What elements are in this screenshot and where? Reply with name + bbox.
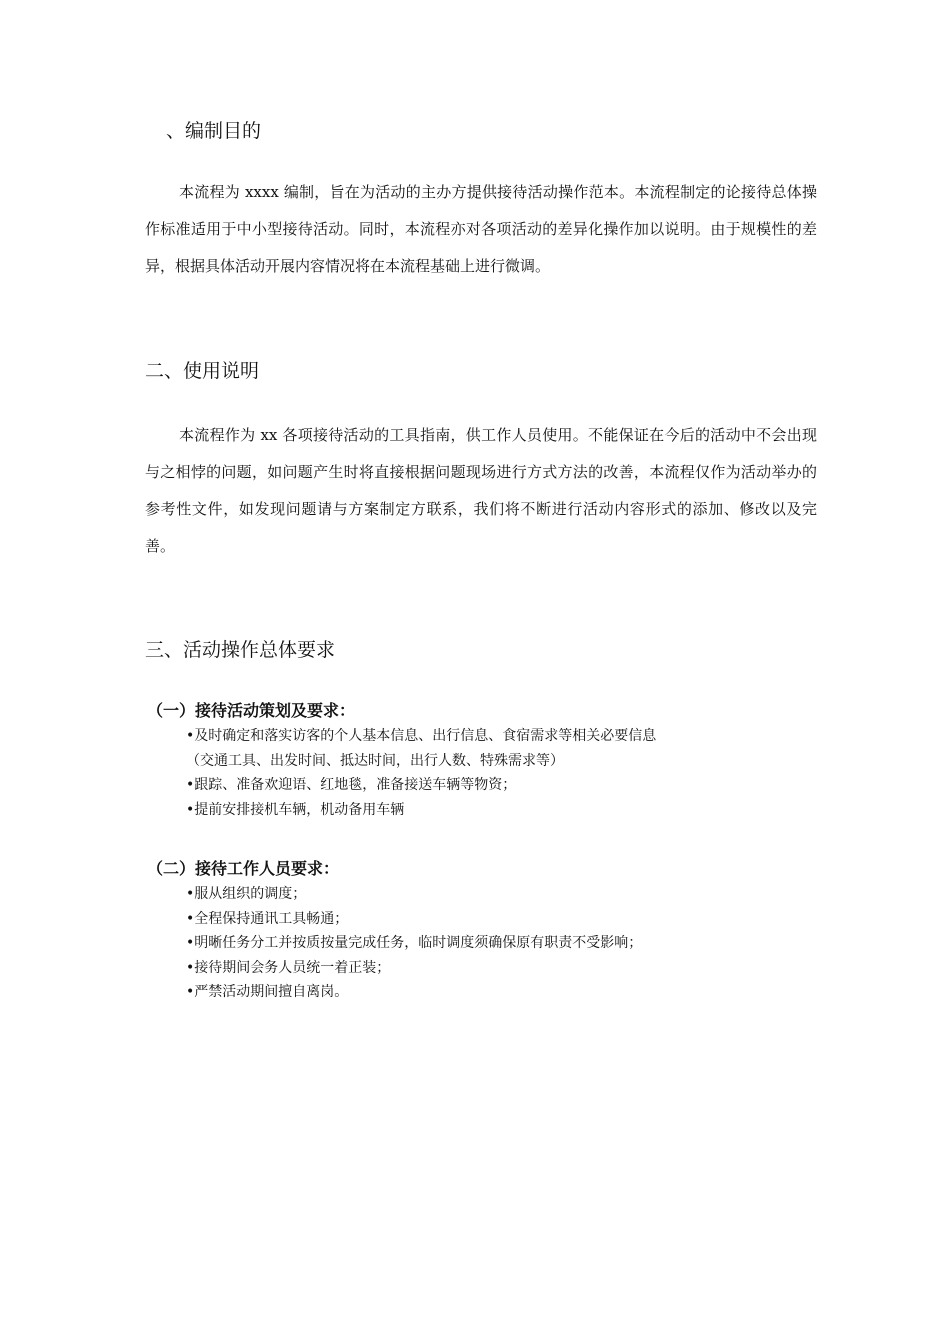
list-item: •全程保持通讯工具畅通； (186, 910, 349, 927)
list-item: •提前安排接机车辆，机动备用车辆 (186, 801, 405, 818)
subsection-heading-planning: （一）接待活动策划及要求： (147, 701, 356, 720)
list-item: •及时确定和落实访客的个人基本信息、出行信息、食宿需求等相关必要信息 (186, 728, 657, 744)
list-item: （交通工具、出发时间、抵达时间，出行人数、特殊需求等） (186, 752, 564, 769)
list-item: •接待期间会务人员统一着正装； (186, 959, 391, 976)
section-heading-purpose: 、编制目的 (166, 120, 262, 142)
section-paragraph-usage: 本流程作为 xx 各项接待活动的工具指南，供工作人员使用。不能保证在今后的活动中不会出现与之相悖的问题，如问题产生时将直接根据问题现场进行方式方法的改善，本流程仅作为活动举办的参考性文件，如发现问题请与方案制定方联系，我们将不断进行活动内容形式的添加、修改以及完善。 (145, 426, 817, 555)
planning-requirements-list (186, 724, 656, 822)
section-heading-usage: 二、使用说明 (145, 360, 260, 382)
list-item: •严禁活动期间擅自离岗。 (186, 984, 349, 1000)
list-item: •服从组织的调度； (186, 886, 307, 902)
section-heading-requirements: 三、活动操作总体要求 (145, 639, 336, 661)
subsection-heading-staff: （二）接待工作人员要求： (147, 859, 340, 878)
section-paragraph-purpose: 本流程为 xxxx 编制，旨在为活动的主办方提供接待活动操作范本。本流程制定的论接待总体操作标准适用于中小型接待活动。同时，本流程亦对各项活动的差异化操作加以说明。由于规模性的差异，根据具体活动开展内容情况将在本流程基础上进行微调。 (145, 183, 817, 275)
list-item: •跟踪、准备欢迎语、红地毯，准备接送车辆等物资； (186, 777, 517, 793)
staff-requirements-list (186, 882, 642, 1005)
list-item: •明晰任务分工并按质按量完成任务，临时调度须确保原有职责不受影响； (186, 935, 643, 951)
